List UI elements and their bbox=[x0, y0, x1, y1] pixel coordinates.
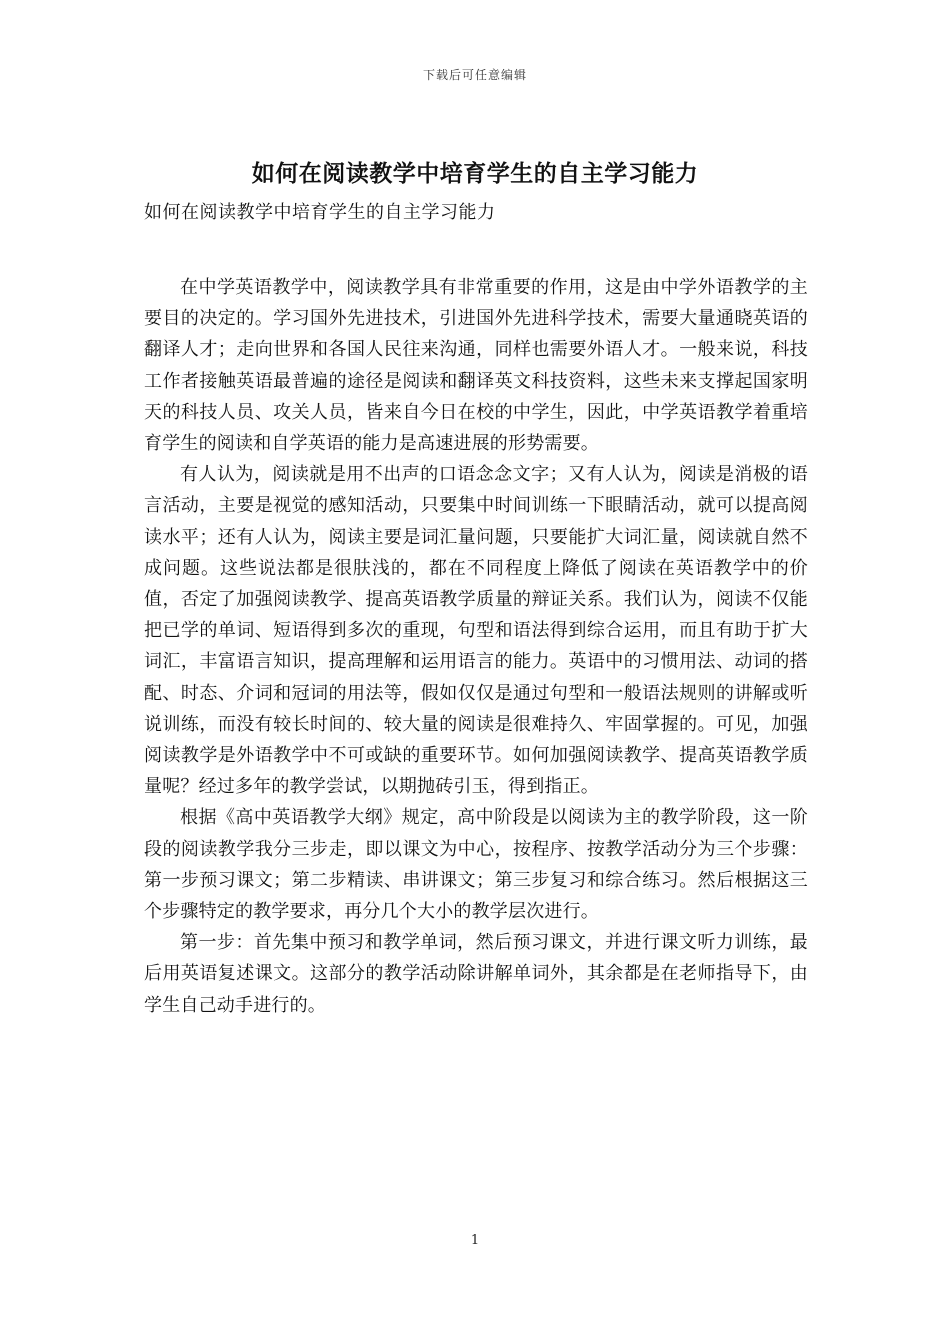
header-note: 下载后可任意编辑 bbox=[422, 68, 527, 82]
page-number: 1 bbox=[470, 1233, 480, 1248]
paragraph: 第一步：首先集中预习和教学单词，然后预习课文，并进行课文听力训练，最后用英语复述课文。这部分的教学活动除讲解单词外，其余都是在老师指导下，由学生自己动手进行的。 bbox=[144, 932, 808, 1016]
paragraph: 根据《高中英语教学大纲》规定，高中阶段是以阅读为主的教学阶段，这一阶段的阅读教学我分三步走，即以课文为中心，按程序、按教学活动分为三个步骤：第一步预习课文；第二步精读、串讲课文；第三步复习和综合练习。然后根据这三个步骤特定的教学要求，再分几个大小的教学层次进行。 bbox=[144, 807, 808, 923]
document-subtitle: 如何在阅读教学中培育学生的自主学习能力 bbox=[144, 202, 496, 223]
document-body bbox=[144, 272, 808, 1021]
paragraph: 在中学英语教学中，阅读教学具有非常重要的作用，这是由中学外语教学的主要目的决定的。学习国外先进技术，引进国外先进科学技术，需要大量通晓英语的翻译人才；走向世界和各国人民往来沟通，同样也需要外语人才。一般来说，科技工作者接触英语最普遍的途径是阅读和翻译英文科技资料，这些未来支撑起国家明天的科技人员、攻关人员，皆来自今日在校的中学生，因此，中学英语教学着重培育学生的阅读和自学英语的能力是高速进展的形势需要。 bbox=[144, 277, 808, 455]
document-title: 如何在阅读教学中培育学生的自主学习能力 bbox=[251, 161, 699, 187]
paragraph: 有人认为，阅读就是用不出声的口语念念文字；又有人认为，阅读是消极的语言活动，主要是视觉的感知活动，只要集中时间训练一下眼睛活动，就可以提高阅读水平；还有人认为，阅读主要是词汇量问题，只要能扩大词汇量，阅读就自然不成问题。这些说法都是很肤浅的，都在不同程度上降低了阅读在英语教学中的价值，否定了加强阅读教学、提高英语教学质量的辩证关系。我们认为，阅读不仅能把已学的单词、短语得到多次的重现，句型和语法得到综合运用，而且有助于扩大词汇，丰富语言知识，提高理解和运用语言的能力。英语中的习惯用法、动词的搭配、时态、介词和冠词的用法等，假如仅仅是通过句型和一般语法规则的讲解或听说训练，而没有较长时间的、较大量的阅读是很难持久、牢固掌握的。可见，加强阅读教学是外语教学中不可或缺的重要环节。如何加强阅读教学、提高英语教学质量呢？经过多年的教学尝试，以期抛砖引玉，得到指正。 bbox=[144, 464, 808, 798]
